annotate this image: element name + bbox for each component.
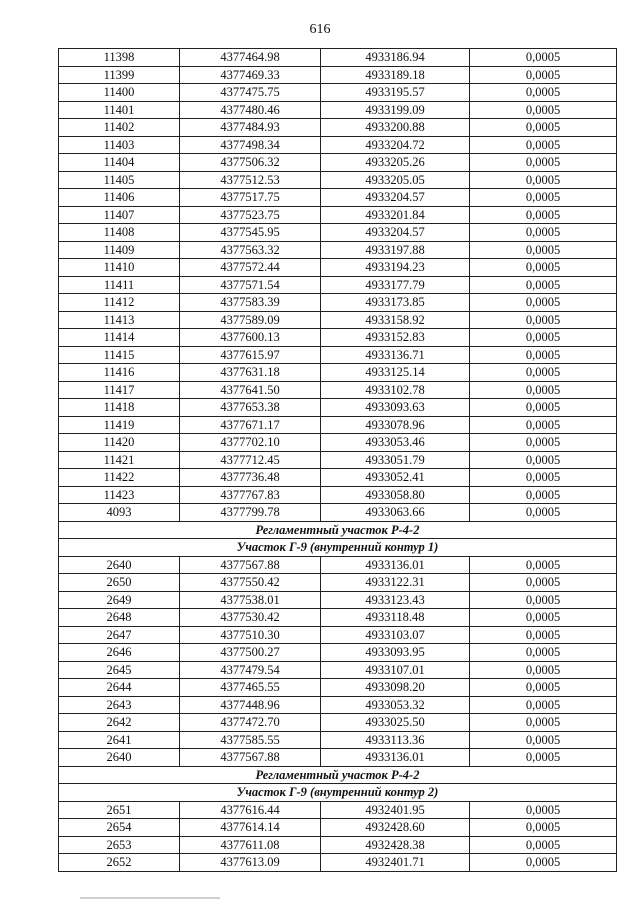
- error-value-cell: 0,0005: [470, 206, 617, 224]
- error-value-cell: 0,0005: [470, 276, 617, 294]
- table-row: [59, 346, 617, 364]
- table-row: [59, 154, 617, 172]
- point-number-cell: 4093: [59, 504, 180, 522]
- table-row: [59, 381, 617, 399]
- error-value-cell: 0,0005: [470, 399, 617, 417]
- table-row: [59, 504, 617, 522]
- error-value-cell: 0,0005: [470, 189, 617, 207]
- point-number-cell: 11398: [59, 49, 180, 67]
- x-coordinate-cell: 4377550.42: [180, 574, 321, 592]
- table-row: [59, 101, 617, 119]
- table-row: [59, 259, 617, 277]
- y-coordinate-cell: 4933063.66: [321, 504, 470, 522]
- error-value-cell: 0,0005: [470, 591, 617, 609]
- point-number-cell: 2640: [59, 749, 180, 767]
- error-value-cell: 0,0005: [470, 259, 617, 277]
- point-number-cell: 11407: [59, 206, 180, 224]
- x-coordinate-cell: 4377616.44: [180, 801, 321, 819]
- y-coordinate-cell: 4933189.18: [321, 66, 470, 84]
- x-coordinate-cell: 4377498.34: [180, 136, 321, 154]
- table-row: [59, 311, 617, 329]
- y-coordinate-cell: 4933194.23: [321, 259, 470, 277]
- error-value-cell: 0,0005: [470, 329, 617, 347]
- point-number-cell: 2650: [59, 574, 180, 592]
- point-number-cell: 11413: [59, 311, 180, 329]
- table-row: [59, 591, 617, 609]
- point-number-cell: 2649: [59, 591, 180, 609]
- point-number-cell: 2641: [59, 731, 180, 749]
- table-row: [59, 224, 617, 242]
- point-number-cell: 11418: [59, 399, 180, 417]
- point-number-cell: 11399: [59, 66, 180, 84]
- y-coordinate-cell: 4933123.43: [321, 591, 470, 609]
- y-coordinate-cell: 4932428.60: [321, 819, 470, 837]
- y-coordinate-cell: 4933204.57: [321, 224, 470, 242]
- x-coordinate-cell: 4377585.55: [180, 731, 321, 749]
- error-value-cell: 0,0005: [470, 574, 617, 592]
- y-coordinate-cell: 4933053.46: [321, 434, 470, 452]
- point-number-cell: 11422: [59, 469, 180, 487]
- error-value-cell: 0,0005: [470, 714, 617, 732]
- x-coordinate-cell: 4377641.50: [180, 381, 321, 399]
- x-coordinate-cell: 4377611.08: [180, 836, 321, 854]
- x-coordinate-cell: 4377472.70: [180, 714, 321, 732]
- x-coordinate-cell: 4377530.42: [180, 609, 321, 627]
- section-header-label: Регламентный участок Р-4-2: [59, 766, 617, 784]
- point-number-cell: 2652: [59, 854, 180, 872]
- point-number-cell: 11419: [59, 416, 180, 434]
- section-header-row: [59, 784, 617, 802]
- table-row: [59, 49, 617, 67]
- y-coordinate-cell: 4933051.79: [321, 451, 470, 469]
- table-row: [59, 714, 617, 732]
- error-value-cell: 0,0005: [470, 84, 617, 102]
- point-number-cell: 11423: [59, 486, 180, 504]
- error-value-cell: 0,0005: [470, 66, 617, 84]
- table-row: [59, 171, 617, 189]
- section-header-label: Участок Г-9 (внутренний контур 1): [59, 539, 617, 557]
- table-row: [59, 609, 617, 627]
- point-number-cell: 11400: [59, 84, 180, 102]
- error-value-cell: 0,0005: [470, 381, 617, 399]
- section-header-row: [59, 766, 617, 784]
- x-coordinate-cell: 4377523.75: [180, 206, 321, 224]
- x-coordinate-cell: 4377517.75: [180, 189, 321, 207]
- point-number-cell: 11405: [59, 171, 180, 189]
- y-coordinate-cell: 4933136.01: [321, 749, 470, 767]
- error-value-cell: 0,0005: [470, 49, 617, 67]
- x-coordinate-cell: 4377600.13: [180, 329, 321, 347]
- y-coordinate-cell: 4933201.84: [321, 206, 470, 224]
- x-coordinate-cell: 4377589.09: [180, 311, 321, 329]
- point-number-cell: 2654: [59, 819, 180, 837]
- point-number-cell: 11420: [59, 434, 180, 452]
- error-value-cell: 0,0005: [470, 364, 617, 382]
- y-coordinate-cell: 4933058.80: [321, 486, 470, 504]
- x-coordinate-cell: 4377545.95: [180, 224, 321, 242]
- x-coordinate-cell: 4377767.83: [180, 486, 321, 504]
- y-coordinate-cell: 4933113.36: [321, 731, 470, 749]
- x-coordinate-cell: 4377614.14: [180, 819, 321, 837]
- x-coordinate-cell: 4377469.33: [180, 66, 321, 84]
- y-coordinate-cell: 4933204.72: [321, 136, 470, 154]
- x-coordinate-cell: 4377563.32: [180, 241, 321, 259]
- point-number-cell: 11415: [59, 346, 180, 364]
- x-coordinate-cell: 4377484.93: [180, 119, 321, 137]
- footer-scan-mark: [80, 897, 220, 899]
- point-number-cell: 2646: [59, 644, 180, 662]
- error-value-cell: 0,0005: [470, 504, 617, 522]
- table-row: [59, 469, 617, 487]
- point-number-cell: 2647: [59, 626, 180, 644]
- table-row: [59, 364, 617, 382]
- y-coordinate-cell: 4933107.01: [321, 661, 470, 679]
- table-row: [59, 731, 617, 749]
- table-row: [59, 749, 617, 767]
- point-number-cell: 2643: [59, 696, 180, 714]
- x-coordinate-cell: 4377702.10: [180, 434, 321, 452]
- y-coordinate-cell: 4933152.83: [321, 329, 470, 347]
- x-coordinate-cell: 4377653.38: [180, 399, 321, 417]
- table-row: [59, 819, 617, 837]
- x-coordinate-cell: 4377583.39: [180, 294, 321, 312]
- table-row: [59, 556, 617, 574]
- table-row: [59, 241, 617, 259]
- y-coordinate-cell: 4933093.95: [321, 644, 470, 662]
- y-coordinate-cell: 4932401.95: [321, 801, 470, 819]
- table-row: [59, 189, 617, 207]
- table-row: [59, 854, 617, 872]
- table-row: [59, 399, 617, 417]
- point-number-cell: 11416: [59, 364, 180, 382]
- section-header-label: Регламентный участок Р-4-2: [59, 521, 617, 539]
- error-value-cell: 0,0005: [470, 469, 617, 487]
- y-coordinate-cell: 4933122.31: [321, 574, 470, 592]
- table-row: [59, 486, 617, 504]
- error-value-cell: 0,0005: [470, 451, 617, 469]
- table-row: [59, 66, 617, 84]
- y-coordinate-cell: 4933052.41: [321, 469, 470, 487]
- point-number-cell: 11401: [59, 101, 180, 119]
- table-row: [59, 206, 617, 224]
- error-value-cell: 0,0005: [470, 136, 617, 154]
- error-value-cell: 0,0005: [470, 679, 617, 697]
- y-coordinate-cell: 4933098.20: [321, 679, 470, 697]
- y-coordinate-cell: 4933205.05: [321, 171, 470, 189]
- point-number-cell: 2640: [59, 556, 180, 574]
- point-number-cell: 2644: [59, 679, 180, 697]
- y-coordinate-cell: 4933093.63: [321, 399, 470, 417]
- table-row: [59, 119, 617, 137]
- error-value-cell: 0,0005: [470, 644, 617, 662]
- point-number-cell: 2648: [59, 609, 180, 627]
- point-number-cell: 11412: [59, 294, 180, 312]
- error-value-cell: 0,0005: [470, 801, 617, 819]
- error-value-cell: 0,0005: [470, 486, 617, 504]
- x-coordinate-cell: 4377567.88: [180, 556, 321, 574]
- y-coordinate-cell: 4933125.14: [321, 364, 470, 382]
- point-number-cell: 11410: [59, 259, 180, 277]
- y-coordinate-cell: 4933025.50: [321, 714, 470, 732]
- error-value-cell: 0,0005: [470, 626, 617, 644]
- x-coordinate-cell: 4377512.53: [180, 171, 321, 189]
- point-number-cell: 11417: [59, 381, 180, 399]
- point-number-cell: 11409: [59, 241, 180, 259]
- table-row: [59, 329, 617, 347]
- table-row: [59, 696, 617, 714]
- x-coordinate-cell: 4377615.97: [180, 346, 321, 364]
- x-coordinate-cell: 4377510.30: [180, 626, 321, 644]
- x-coordinate-cell: 4377480.46: [180, 101, 321, 119]
- error-value-cell: 0,0005: [470, 101, 617, 119]
- y-coordinate-cell: 4933158.92: [321, 311, 470, 329]
- coordinates-table: [58, 48, 617, 872]
- x-coordinate-cell: 4377506.32: [180, 154, 321, 172]
- x-coordinate-cell: 4377571.54: [180, 276, 321, 294]
- table-row: [59, 626, 617, 644]
- table-row: [59, 294, 617, 312]
- error-value-cell: 0,0005: [470, 416, 617, 434]
- error-value-cell: 0,0005: [470, 434, 617, 452]
- y-coordinate-cell: 4933200.88: [321, 119, 470, 137]
- point-number-cell: 2645: [59, 661, 180, 679]
- error-value-cell: 0,0005: [470, 819, 617, 837]
- y-coordinate-cell: 4933173.85: [321, 294, 470, 312]
- y-coordinate-cell: 4933177.79: [321, 276, 470, 294]
- error-value-cell: 0,0005: [470, 119, 617, 137]
- error-value-cell: 0,0005: [470, 749, 617, 767]
- y-coordinate-cell: 4933103.07: [321, 626, 470, 644]
- y-coordinate-cell: 4933102.78: [321, 381, 470, 399]
- point-number-cell: 2653: [59, 836, 180, 854]
- x-coordinate-cell: 4377736.48: [180, 469, 321, 487]
- error-value-cell: 0,0005: [470, 731, 617, 749]
- point-number-cell: 2651: [59, 801, 180, 819]
- coordinates-table-body: [59, 49, 617, 872]
- table-row: [59, 276, 617, 294]
- table-row: [59, 416, 617, 434]
- y-coordinate-cell: 4932401.71: [321, 854, 470, 872]
- y-coordinate-cell: 4932428.38: [321, 836, 470, 854]
- table-row: [59, 84, 617, 102]
- point-number-cell: 11408: [59, 224, 180, 242]
- y-coordinate-cell: 4933136.01: [321, 556, 470, 574]
- x-coordinate-cell: 4377464.98: [180, 49, 321, 67]
- error-value-cell: 0,0005: [470, 154, 617, 172]
- table-row: [59, 836, 617, 854]
- section-header-label: Участок Г-9 (внутренний контур 2): [59, 784, 617, 802]
- y-coordinate-cell: 4933078.96: [321, 416, 470, 434]
- x-coordinate-cell: 4377465.55: [180, 679, 321, 697]
- table-row: [59, 661, 617, 679]
- x-coordinate-cell: 4377567.88: [180, 749, 321, 767]
- error-value-cell: 0,0005: [470, 294, 617, 312]
- point-number-cell: 11402: [59, 119, 180, 137]
- error-value-cell: 0,0005: [470, 556, 617, 574]
- table-row: [59, 451, 617, 469]
- y-coordinate-cell: 4933195.57: [321, 84, 470, 102]
- error-value-cell: 0,0005: [470, 224, 617, 242]
- x-coordinate-cell: 4377538.01: [180, 591, 321, 609]
- x-coordinate-cell: 4377712.45: [180, 451, 321, 469]
- x-coordinate-cell: 4377500.27: [180, 644, 321, 662]
- page-number: 616: [309, 22, 331, 37]
- table-row: [59, 434, 617, 452]
- point-number-cell: 11411: [59, 276, 180, 294]
- table-row: [59, 801, 617, 819]
- y-coordinate-cell: 4933186.94: [321, 49, 470, 67]
- error-value-cell: 0,0005: [470, 311, 617, 329]
- y-coordinate-cell: 4933118.48: [321, 609, 470, 627]
- error-value-cell: 0,0005: [470, 609, 617, 627]
- section-header-row: [59, 539, 617, 557]
- section-header-row: [59, 521, 617, 539]
- x-coordinate-cell: 4377631.18: [180, 364, 321, 382]
- x-coordinate-cell: 4377671.17: [180, 416, 321, 434]
- x-coordinate-cell: 4377448.96: [180, 696, 321, 714]
- y-coordinate-cell: 4933204.57: [321, 189, 470, 207]
- point-number-cell: 11421: [59, 451, 180, 469]
- x-coordinate-cell: 4377613.09: [180, 854, 321, 872]
- table-row: [59, 679, 617, 697]
- y-coordinate-cell: 4933136.71: [321, 346, 470, 364]
- table-row: [59, 136, 617, 154]
- x-coordinate-cell: 4377479.54: [180, 661, 321, 679]
- error-value-cell: 0,0005: [470, 836, 617, 854]
- error-value-cell: 0,0005: [470, 241, 617, 259]
- point-number-cell: 11403: [59, 136, 180, 154]
- point-number-cell: 11406: [59, 189, 180, 207]
- point-number-cell: 11404: [59, 154, 180, 172]
- table-row: [59, 574, 617, 592]
- error-value-cell: 0,0005: [470, 696, 617, 714]
- error-value-cell: 0,0005: [470, 854, 617, 872]
- point-number-cell: 11414: [59, 329, 180, 347]
- x-coordinate-cell: 4377475.75: [180, 84, 321, 102]
- y-coordinate-cell: 4933205.26: [321, 154, 470, 172]
- y-coordinate-cell: 4933053.32: [321, 696, 470, 714]
- table-row: [59, 644, 617, 662]
- error-value-cell: 0,0005: [470, 346, 617, 364]
- y-coordinate-cell: 4933199.09: [321, 101, 470, 119]
- x-coordinate-cell: 4377799.78: [180, 504, 321, 522]
- error-value-cell: 0,0005: [470, 661, 617, 679]
- x-coordinate-cell: 4377572.44: [180, 259, 321, 277]
- point-number-cell: 2642: [59, 714, 180, 732]
- error-value-cell: 0,0005: [470, 171, 617, 189]
- y-coordinate-cell: 4933197.88: [321, 241, 470, 259]
